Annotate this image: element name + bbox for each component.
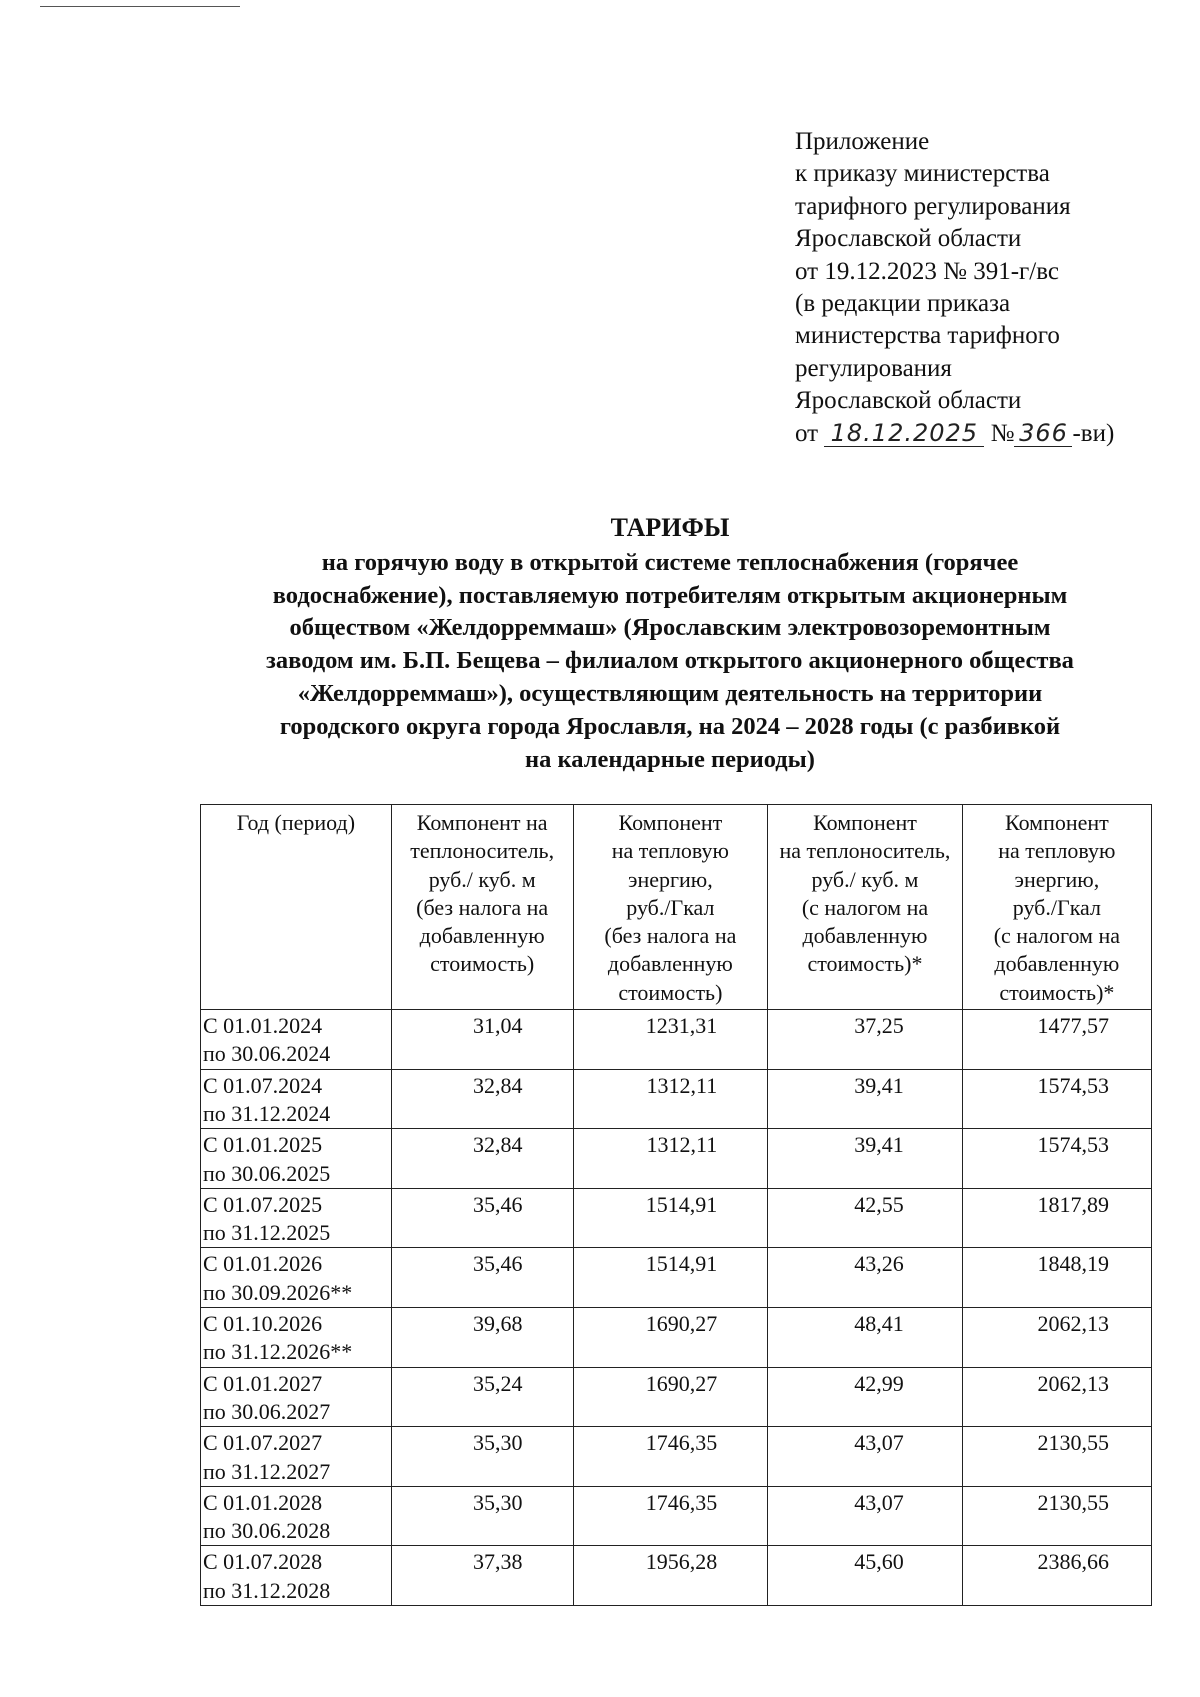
table-row — [201, 1486, 1152, 1546]
header-line: (с налогом на — [993, 923, 1121, 949]
tariff-table — [200, 804, 1152, 1606]
header-coolant-no-vat — [391, 805, 573, 1010]
number-suffix: -ви) — [1072, 419, 1115, 447]
period-to: по 31.12.2024 — [203, 1100, 331, 1126]
appendix-line: регулирования — [795, 354, 952, 382]
value-cell: 35,24 — [391, 1367, 573, 1427]
period-from: С 01.01.2024 — [203, 1013, 323, 1039]
table-row — [201, 1129, 1152, 1189]
header-line: стоимость) — [618, 979, 723, 1005]
date-prefix: от — [795, 419, 819, 447]
period-from: С 01.01.2028 — [203, 1489, 323, 1515]
value-cell: 2062,13 — [962, 1367, 1151, 1427]
header-line: добавленную — [802, 923, 928, 949]
value-cell: 48,41 — [768, 1308, 963, 1368]
header-line: руб./Гкал — [1012, 894, 1101, 920]
amendment-date-line — [795, 418, 1185, 450]
period-cell — [201, 1188, 392, 1248]
value-cell: 35,46 — [391, 1248, 573, 1308]
header-line: на теплоноситель, — [779, 838, 951, 864]
period-cell — [201, 1546, 392, 1606]
value-cell: 1514,91 — [573, 1188, 768, 1248]
value-cell: 2130,55 — [962, 1486, 1151, 1546]
table-row — [201, 1308, 1152, 1368]
appendix-line: Ярославской области — [795, 225, 1022, 253]
header-line: Компонент — [618, 810, 723, 835]
handwritten-number: 366 — [1014, 420, 1072, 447]
period-to: по 31.12.2027 — [203, 1458, 331, 1484]
scan-edge-line — [40, 6, 240, 7]
header-line: добавленную — [994, 951, 1120, 977]
period-to: по 31.12.2025 — [203, 1220, 331, 1246]
value-cell: 1746,35 — [573, 1427, 768, 1487]
table-row — [201, 1248, 1152, 1308]
period-from: С 01.01.2025 — [203, 1132, 323, 1158]
header-line: Год (период) — [236, 810, 356, 835]
appendix-line: Ярославской области — [795, 387, 1022, 415]
title-line: водоснабжение), поставляемую потребителям открытым акционерным — [272, 581, 1068, 609]
period-cell — [201, 1367, 392, 1427]
appendix-note — [795, 126, 1185, 450]
table-row — [201, 1010, 1152, 1070]
appendix-line: (в редакции приказа — [795, 290, 1011, 318]
period-cell — [201, 1427, 392, 1487]
header-heat-no-vat — [573, 805, 768, 1010]
header-line: руб./Гкал — [626, 894, 715, 920]
header-line: (без налога на — [416, 894, 549, 920]
header-line: добавленную — [607, 951, 733, 977]
period-to: по 30.06.2028 — [203, 1518, 331, 1544]
header-line: Компонент — [1004, 810, 1109, 835]
header-line: на тепловую — [611, 838, 729, 864]
value-cell: 32,84 — [391, 1129, 573, 1189]
value-cell: 2062,13 — [962, 1308, 1151, 1368]
header-line: Компонент — [813, 810, 917, 835]
header-line: (без налога на — [604, 923, 737, 949]
title-line: заводом им. Б.П. Бещева – филиалом открытого акционерного общества — [266, 647, 1074, 675]
period-cell — [201, 1248, 392, 1308]
table-header-row — [201, 805, 1152, 1010]
period-to: по 31.12.2028 — [203, 1577, 331, 1603]
period-to: по 30.06.2025 — [203, 1160, 331, 1186]
table-row — [201, 1546, 1152, 1606]
header-line: энергию, — [1014, 866, 1100, 892]
period-from: С 01.01.2026 — [203, 1251, 323, 1277]
period-cell — [201, 1486, 392, 1546]
value-cell: 1690,27 — [573, 1367, 768, 1427]
value-cell: 1477,57 — [962, 1010, 1151, 1070]
header-line: руб./ куб. м — [811, 866, 919, 892]
title-line: обществом «Желдорреммаш» (Ярославским электровозоремонтным — [289, 614, 1051, 642]
table-row — [201, 1188, 1152, 1248]
value-cell: 1956,28 — [573, 1546, 768, 1606]
tariff-table-body — [201, 1010, 1152, 1606]
header-line: Компонент на — [416, 810, 548, 835]
value-cell: 42,55 — [768, 1188, 963, 1248]
value-cell: 1514,91 — [573, 1248, 768, 1308]
header-line: энергию, — [628, 866, 713, 892]
header-line: стоимость)* — [999, 979, 1115, 1005]
value-cell: 1690,27 — [573, 1308, 768, 1368]
value-cell: 1231,31 — [573, 1010, 768, 1070]
value-cell: 35,30 — [391, 1427, 573, 1487]
period-from: С 01.07.2027 — [203, 1430, 323, 1456]
appendix-line: Приложение — [795, 128, 930, 155]
value-cell: 39,41 — [768, 1069, 963, 1129]
appendix-line: тарифного регулирования — [795, 192, 1071, 220]
header-period — [201, 805, 392, 1010]
value-cell: 2386,66 — [962, 1546, 1151, 1606]
title-heading: ТАРИФЫ — [610, 513, 730, 542]
period-from: С 01.10.2026 — [203, 1311, 323, 1337]
header-line: теплоноситель, — [410, 838, 555, 864]
document-title — [200, 512, 1140, 776]
value-cell: 39,68 — [391, 1308, 573, 1368]
period-from: С 01.07.2028 — [203, 1549, 323, 1575]
title-line: «Желдорреммаш»), осуществляющим деятельность на территории — [297, 679, 1043, 707]
table-row — [201, 1069, 1152, 1129]
value-cell: 1848,19 — [962, 1248, 1151, 1308]
value-cell: 45,60 — [768, 1546, 963, 1606]
value-cell: 2130,55 — [962, 1427, 1151, 1487]
value-cell: 1574,53 — [962, 1069, 1151, 1129]
title-line: на горячую воду в открытой системе теплоснабжения (горячее — [321, 548, 1019, 576]
header-coolant-vat — [768, 805, 963, 1010]
table-row — [201, 1367, 1152, 1427]
value-cell: 43,07 — [768, 1427, 963, 1487]
handwritten-date: 18.12.2025 — [824, 420, 984, 447]
value-cell: 1574,53 — [962, 1129, 1151, 1189]
period-to: по 30.06.2024 — [203, 1041, 331, 1067]
period-cell — [201, 1308, 392, 1368]
value-cell: 1312,11 — [573, 1069, 768, 1129]
value-cell: 1746,35 — [573, 1486, 768, 1546]
value-cell: 31,04 — [391, 1010, 573, 1070]
period-from: С 01.07.2024 — [203, 1072, 323, 1098]
header-line: на тепловую — [998, 838, 1116, 864]
appendix-line: министерства тарифного — [795, 322, 1060, 350]
title-line: городского округа города Ярославля, на 2024 – 2028 годы (с разбивкой — [279, 712, 1061, 740]
number-sign: № — [990, 419, 1015, 447]
header-line: (с налогом на — [801, 894, 929, 920]
period-cell — [201, 1129, 392, 1189]
value-cell: 35,30 — [391, 1486, 573, 1546]
table-row — [201, 1427, 1152, 1487]
value-cell: 1312,11 — [573, 1129, 768, 1189]
period-from: С 01.01.2027 — [203, 1370, 323, 1396]
header-line: стоимость)* — [807, 951, 923, 977]
period-from: С 01.07.2025 — [203, 1191, 323, 1217]
period-to: по 30.09.2026** — [203, 1279, 353, 1305]
value-cell: 39,41 — [768, 1129, 963, 1189]
header-line: добавленную — [419, 923, 545, 949]
value-cell: 32,84 — [391, 1069, 573, 1129]
title-line: на календарные периоды) — [525, 745, 815, 773]
appendix-line: от 19.12.2023 № 391-г/вс — [795, 257, 1059, 285]
period-to: по 31.12.2026** — [203, 1339, 353, 1365]
value-cell: 37,25 — [768, 1010, 963, 1070]
value-cell: 35,46 — [391, 1188, 573, 1248]
header-line: руб./ куб. м — [428, 866, 536, 892]
value-cell: 43,07 — [768, 1486, 963, 1546]
header-heat-vat — [962, 805, 1151, 1010]
appendix-line: к приказу министерства — [795, 160, 1050, 188]
value-cell: 37,38 — [391, 1546, 573, 1606]
value-cell: 1817,89 — [962, 1188, 1151, 1248]
header-line: стоимость) — [430, 951, 535, 977]
value-cell: 42,99 — [768, 1367, 963, 1427]
period-cell — [201, 1069, 392, 1129]
period-to: по 30.06.2027 — [203, 1398, 331, 1424]
value-cell: 43,26 — [768, 1248, 963, 1308]
period-cell — [201, 1010, 392, 1070]
